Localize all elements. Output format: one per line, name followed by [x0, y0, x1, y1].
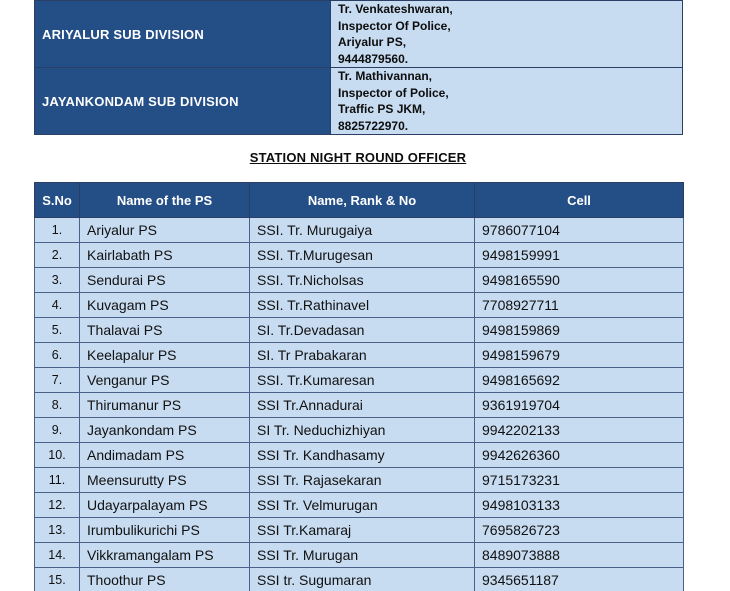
table-row — [35, 443, 684, 468]
table-row — [35, 418, 684, 443]
row-ps-name: Venganur PS — [80, 368, 250, 393]
table-row — [35, 493, 684, 518]
row-ps-name: Sendurai PS — [80, 268, 250, 293]
header-officer: Name, Rank & No — [250, 183, 475, 218]
row-officer: SSI. Tr.Nicholsas — [250, 268, 475, 293]
row-officer: SI. Tr.Devadasan — [250, 318, 475, 343]
table-row — [35, 518, 684, 543]
sub-division-table — [34, 0, 683, 135]
row-cell-number: 9942202133 — [475, 418, 684, 443]
row-officer: SSI. Tr.Murugesan — [250, 243, 475, 268]
officer-name-line: Tr. Mathivannan, — [338, 69, 433, 83]
sub-division-name: JAYANKONDAM SUB DIVISION — [35, 68, 331, 135]
night-round-table — [34, 182, 684, 591]
officer-rank-line: Inspector of Police, — [338, 85, 449, 100]
row-cell-number: 7695826723 — [475, 518, 684, 543]
row-sno: 10. — [35, 443, 80, 468]
table-body — [35, 218, 684, 591]
row-cell-number: 9498165590 — [475, 268, 684, 293]
table-row — [35, 218, 684, 243]
row-sno: 6. — [35, 343, 80, 368]
table-row — [35, 543, 684, 568]
row-cell-number: 9715173231 — [475, 468, 684, 493]
row-officer: SSI Tr. Kandhasamy — [250, 443, 475, 468]
row-sno: 13. — [35, 518, 80, 543]
officer-station-line: Traffic PS JKM, — [338, 102, 426, 116]
row-cell-number: 9498165692 — [475, 368, 684, 393]
row-ps-name: Udayarpalayam PS — [80, 493, 250, 518]
row-officer: SSI. Tr. Murugaiya — [250, 218, 475, 243]
row-ps-name: Thalavai PS — [80, 318, 250, 343]
row-cell-number: 9942626360 — [475, 443, 684, 468]
row-cell-number: 9498159869 — [475, 318, 684, 343]
table-row — [35, 568, 684, 591]
table-row — [35, 343, 684, 368]
row-officer: SSI. Tr.Kumaresan — [250, 368, 475, 393]
sub-division-row-ariyalur — [35, 1, 683, 68]
sub-division-name: ARIYALUR SUB DIVISION — [35, 1, 331, 68]
row-ps-name: Andimadam PS — [80, 443, 250, 468]
row-ps-name: Ariyalur PS — [80, 218, 250, 243]
row-sno: 7. — [35, 368, 80, 393]
sub-division-row-jayankondam — [35, 68, 683, 135]
sub-division-officer — [331, 68, 683, 135]
row-sno: 9. — [35, 418, 80, 443]
row-sno: 3. — [35, 268, 80, 293]
row-sno: 2. — [35, 243, 80, 268]
row-ps-name: Thoothur PS — [80, 568, 250, 591]
section-heading: STATION NIGHT ROUND OFFICER — [249, 150, 467, 165]
row-sno: 12. — [35, 493, 80, 518]
row-ps-name: Keelapalur PS — [80, 343, 250, 368]
table-row — [35, 268, 684, 293]
table-row — [35, 393, 684, 418]
table-row — [35, 368, 684, 393]
row-cell-number: 9498159679 — [475, 343, 684, 368]
row-sno: 4. — [35, 293, 80, 318]
row-ps-name: Thirumanur PS — [80, 393, 250, 418]
officer-phone-line: 9444879560. — [338, 51, 409, 66]
row-officer: SSI Tr.Annadurai — [250, 393, 475, 418]
row-ps-name: Vikkramangalam PS — [80, 543, 250, 568]
row-sno: 5. — [35, 318, 80, 343]
row-sno: 1. — [35, 218, 80, 243]
row-sno: 11. — [35, 468, 80, 493]
row-officer: SI Tr. Neduchizhiyan — [250, 418, 475, 443]
table-row — [35, 468, 684, 493]
row-sno: 8. — [35, 393, 80, 418]
row-officer: SSI tr. Sugumaran — [250, 568, 475, 591]
officer-station-line: Ariyalur PS, — [338, 35, 407, 49]
row-cell-number: 7708927711 — [475, 293, 684, 318]
row-officer: SSI. Tr.Rathinavel — [250, 293, 475, 318]
row-sno: 15. — [35, 568, 80, 591]
row-cell-number: 9498103133 — [475, 493, 684, 518]
sub-division-officer — [331, 1, 683, 68]
row-cell-number: 9345651187 — [475, 568, 684, 591]
officer-phone-line: 8825722970. — [338, 118, 409, 133]
row-sno: 14. — [35, 543, 80, 568]
header-cell: Cell — [475, 183, 684, 218]
table-header-row — [35, 183, 684, 218]
row-cell-number: 9361919704 — [475, 393, 684, 418]
table-row — [35, 293, 684, 318]
row-ps-name: Kuvagam PS — [80, 293, 250, 318]
row-officer: SSI Tr. Velmurugan — [250, 493, 475, 518]
header-sno: S.No — [35, 183, 80, 218]
row-ps-name: Irumbulikurichi PS — [80, 518, 250, 543]
row-officer: SSI Tr.Kamaraj — [250, 518, 475, 543]
table-row — [35, 243, 684, 268]
officer-rank-line: Inspector Of Police, — [338, 18, 451, 33]
row-cell-number: 9786077104 — [475, 218, 684, 243]
row-ps-name: Meensurutty PS — [80, 468, 250, 493]
row-ps-name: Kairlabath PS — [80, 243, 250, 268]
row-officer: SSI Tr. Rajasekaran — [250, 468, 475, 493]
header-ps-name: Name of the PS — [80, 183, 250, 218]
row-cell-number: 8489073888 — [475, 543, 684, 568]
row-officer: SI. Tr Prabakaran — [250, 343, 475, 368]
row-officer: SSI Tr. Murugan — [250, 543, 475, 568]
row-cell-number: 9498159991 — [475, 243, 684, 268]
row-ps-name: Jayankondam PS — [80, 418, 250, 443]
officer-name-line: Tr. Venkateshwaran, — [338, 2, 453, 16]
table-row — [35, 318, 684, 343]
